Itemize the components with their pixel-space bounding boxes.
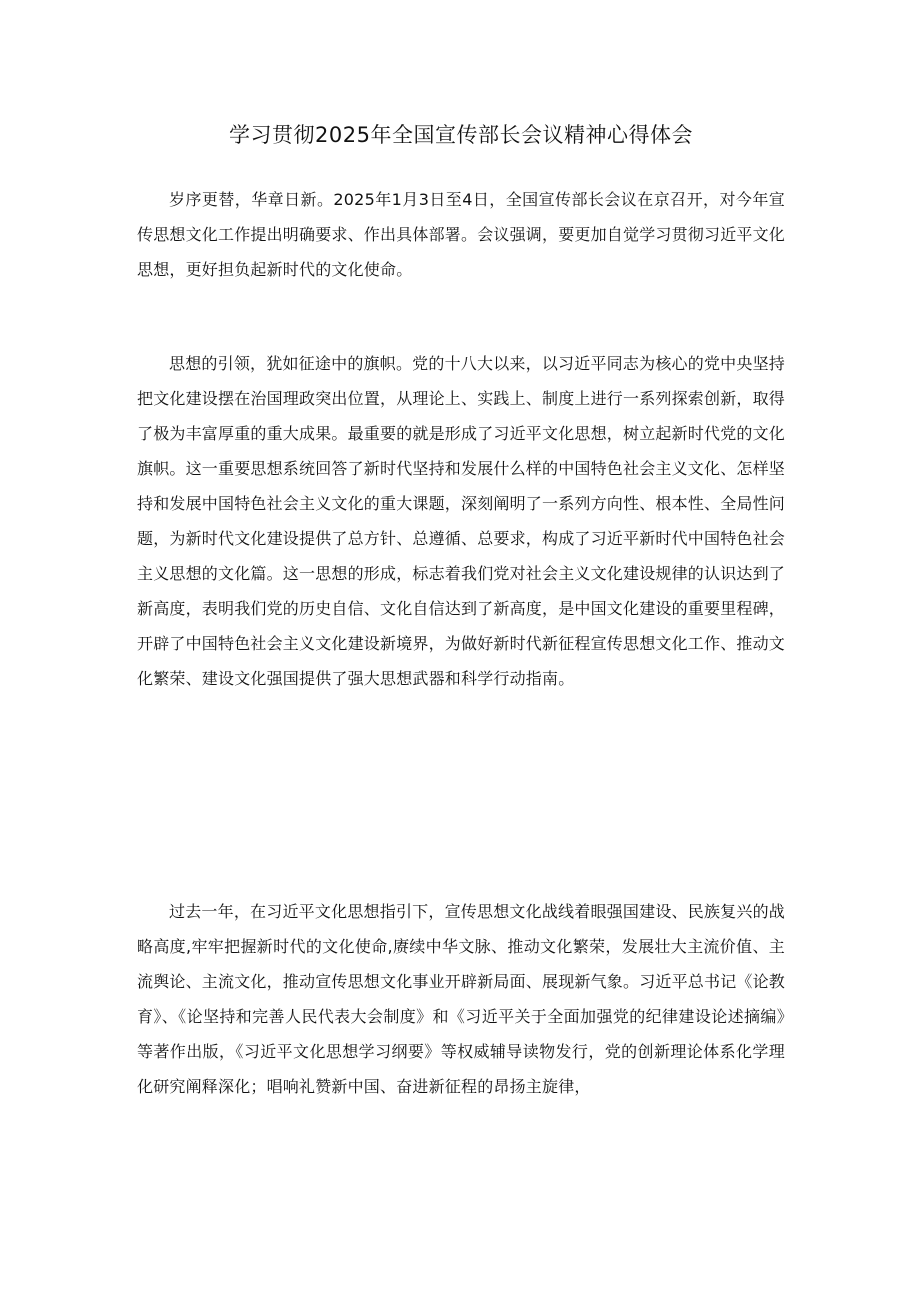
paragraph-3: 过去一年，在习近平文化思想指引下，宣传思想文化战线着眼强国建设、民族复兴的战略高度,牢牢把握新时代的文化使命,赓续中华文脉、推动文化繁荣，发展壮大主流价值、主流舆论、主流文化，推动宣传思想文化事业开辟新局面、展现新气象。习近平总书记《论教育》、《论坚持和完善人民代表大会制度》和《习近平关于全面加强党的纪律建设论述摘编》等著作出版，《习近平文化思想学习纲要》等权威辅导读物发行，党的创新理论体系化学理化研究阐释深化；唱响礼赞新中国、奋进新征程的昂扬主旋律， xyxy=(137,902,786,1096)
document-title: 学习贯彻2025年全国宣传部长会议精神心得体会 xyxy=(229,123,693,147)
paragraph-2: 思想的引领，犹如征途中的旗帜。党的十八大以来，以习近平同志为核心的党中央坚持把文化建设摆在治国理政突出位置，从理论上、实践上、制度上进行一系列探索创新，取得了极为丰富厚重的重大成果。最重要的就是形成了习近平文化思想，树立起新时代党的文化旗帜。这一重要思想系统回答了新时代坚持和发展什么样的中国特色社会主义文化、怎样坚持和发展中国特色社会主义文化的重大课题，深刻阐明了一系列方向性、根本性、全局性问题，为新时代文化建设提供了总方针、总遵循、总要求，构成了习近平新时代中国特色社会主义思想的文化篇。这一思想的形成，标志着我们党对社会主义文化建设规律的认识达到了新高度，表明我们党的历史自信、文化自信达到了新高度，是中国文化建设的重要里程碑，开辟了中国特色社会主义文化建设新境界，为做好新时代新征程宣传思想文化工作、推动文化繁荣、建设文化强国提供了强大思想武器和科学行动指南。 xyxy=(137,354,786,688)
paragraph-1: 岁序更替，华章日新。2025年1月3日至4日，全国宣传部长会议在京召开，对今年宣传思想文化工作提出明确要求、作出具体部署。会议强调，要更加自觉学习贯彻习近平文化思想，更好担负起新时代的文化使命。 xyxy=(137,190,786,279)
